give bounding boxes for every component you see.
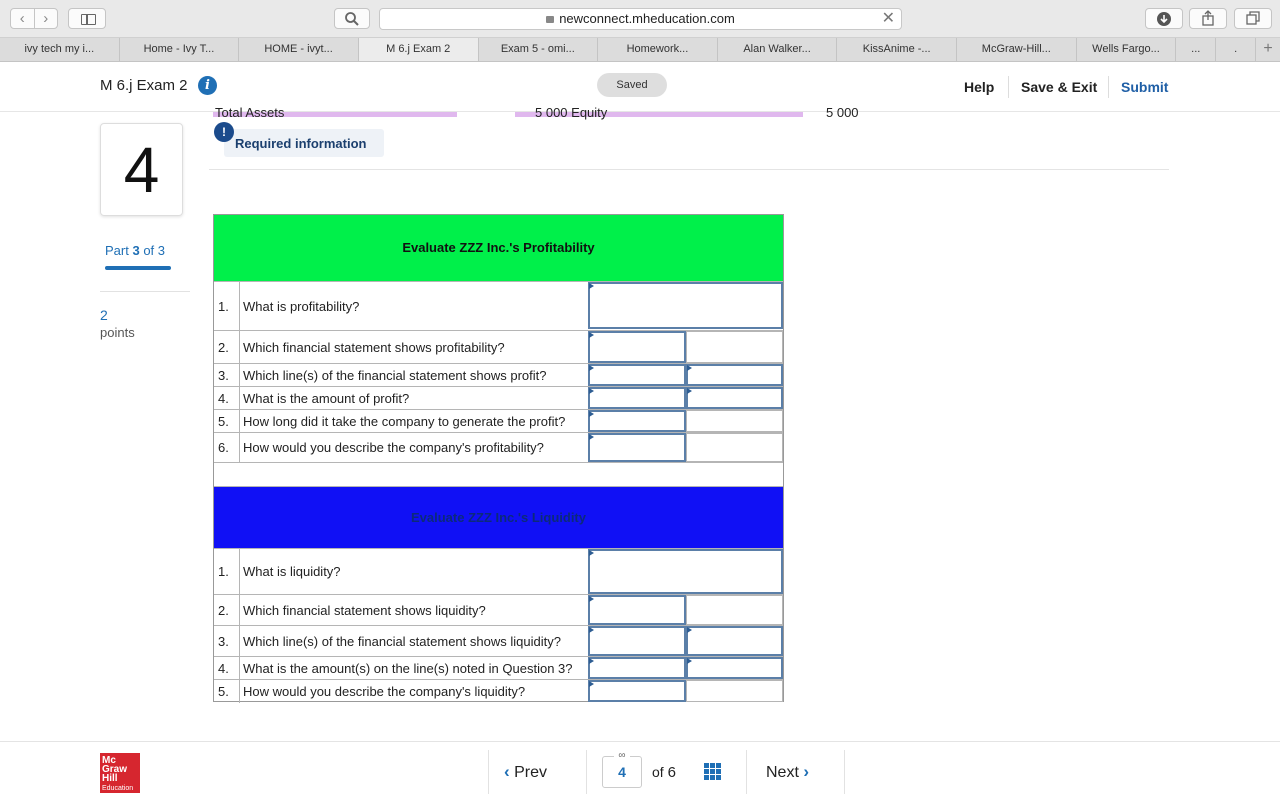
tab-bar (0, 38, 1280, 62)
question-grid-icon[interactable] (704, 763, 721, 780)
question-text: Which financial statement shows profitability? (243, 340, 505, 355)
question-text: How would you describe the company's profitability? (243, 440, 544, 455)
points-value: 2 (100, 307, 108, 323)
question-number: 3. (218, 368, 229, 383)
saved-status: Saved (597, 73, 667, 97)
logo-line: Mc (102, 755, 116, 766)
cut-text-amount: 5 000 (826, 105, 859, 120)
row-divider (239, 680, 240, 703)
logo-line: Graw (102, 764, 128, 775)
mcgraw-hill-logo (100, 753, 140, 793)
row-divider (239, 549, 240, 595)
evaluation-worksheet (213, 214, 784, 702)
prev-label: Prev (514, 764, 548, 781)
answer-cell (686, 433, 783, 462)
footer-divider (746, 750, 747, 794)
answer-dropdown[interactable] (686, 626, 783, 656)
footer-divider (488, 750, 489, 794)
tab-exam-2[interactable]: M 6.j Exam 2 (359, 38, 479, 61)
answer-dropdown[interactable] (588, 433, 686, 462)
row-divider (239, 595, 240, 626)
question-number: 5. (218, 684, 229, 699)
logo-line: Education (102, 785, 134, 792)
answer-input[interactable] (686, 657, 783, 679)
question-number: 3. (218, 634, 229, 649)
question-text: What is the amount(s) on the line(s) noted in Question 3? (243, 661, 573, 676)
footer-divider (586, 750, 587, 794)
prev-button[interactable] (504, 762, 547, 782)
row-divider (239, 433, 240, 463)
points-label: points (100, 325, 135, 340)
part-current: 3 (132, 243, 140, 258)
question-text: What is profitability? (243, 299, 360, 314)
exam-title: M 6.j Exam 2 (100, 77, 188, 94)
question-number: 4. (218, 391, 229, 406)
spacer-row (214, 462, 783, 486)
answer-input[interactable] (588, 282, 783, 329)
profitability-banner: Evaluate ZZZ Inc.'s Profitability (214, 215, 783, 281)
answer-cell (686, 680, 783, 702)
header-divider (1108, 76, 1109, 98)
question-text: What is liquidity? (243, 564, 341, 579)
next-button[interactable] (766, 762, 809, 782)
page-of-total (652, 764, 676, 781)
row-divider (239, 657, 240, 680)
question-text: Which line(s) of the financial statement shows liquidity? (243, 634, 561, 649)
required-information-tab[interactable] (224, 129, 384, 157)
tab-mcgraw-hill[interactable]: McGraw-Hill... (957, 38, 1077, 61)
answer-input[interactable] (686, 387, 783, 409)
info-icon[interactable]: i (198, 76, 217, 95)
part-prefix: Part (105, 243, 129, 258)
answer-dropdown[interactable] (686, 364, 783, 386)
tab-kissanime[interactable]: KissAnime -... (837, 38, 957, 61)
page-header (0, 62, 1280, 112)
tab-exam-5[interactable]: Exam 5 - omi... (479, 38, 599, 61)
forward-icon[interactable]: › (43, 10, 49, 27)
download-icon[interactable] (1145, 8, 1183, 29)
of-label: of (652, 764, 664, 780)
address-bar[interactable] (379, 8, 902, 30)
chevron-left-icon: ‹ (504, 762, 510, 781)
cut-text-equity: 5 000 Equity (535, 105, 608, 120)
row-divider (239, 387, 240, 410)
question-number-card: 4 (100, 123, 183, 216)
footer-divider (844, 750, 845, 794)
answer-input[interactable] (588, 657, 686, 679)
row-divider (239, 410, 240, 433)
question-text: How long did it take the company to generate the profit? (243, 414, 566, 429)
row-divider (239, 364, 240, 387)
chevron-right-icon: › (803, 762, 810, 781)
liquidity-banner: Evaluate ZZZ Inc.'s Liquidity (214, 486, 783, 548)
answer-dropdown[interactable] (588, 331, 686, 363)
tab-ivy-tech[interactable]: ivy tech my i... (0, 38, 120, 61)
answer-dropdown[interactable] (588, 626, 686, 656)
part-progress-bar (105, 266, 171, 270)
question-text: How would you describe the company's liquidity? (243, 684, 526, 699)
part-indicator (105, 243, 165, 258)
search-icon[interactable] (334, 8, 370, 29)
share-icon[interactable] (1189, 8, 1227, 29)
next-label: Next (766, 764, 799, 781)
tab-home-ivyt[interactable]: HOME - ivyt... (239, 38, 359, 61)
part-suffix: of 3 (143, 243, 166, 258)
url-text: newconnect.mheducation.com (559, 11, 735, 26)
question-number: 5. (218, 414, 229, 429)
header-divider (1008, 76, 1009, 98)
submit-link[interactable]: Submit (1121, 79, 1169, 95)
required-information-label: Required information (235, 136, 367, 151)
back-forward-buttons[interactable] (10, 8, 58, 29)
tab-wells-fargo[interactable]: Wells Fargo... (1077, 38, 1177, 61)
logo-line: Hill (102, 773, 118, 784)
cut-off-row (213, 105, 873, 120)
answer-cell (686, 595, 783, 625)
question-number: 4. (218, 661, 229, 676)
question-number: 6. (218, 440, 229, 455)
help-link[interactable]: Help (964, 79, 995, 95)
row-divider (239, 626, 240, 657)
new-tab-icon[interactable]: + (1263, 40, 1273, 57)
footer-nav (0, 741, 1280, 800)
link-icon: ∞ (614, 752, 630, 760)
answer-dropdown[interactable] (588, 410, 686, 432)
tab-home-ivy[interactable]: Home - Ivy T... (120, 38, 240, 61)
lock-icon (546, 16, 554, 23)
browser-toolbar (0, 0, 1280, 38)
question-text: Which financial statement shows liquidity? (243, 603, 486, 618)
answer-input[interactable] (588, 549, 783, 594)
answer-cell (686, 331, 783, 363)
answer-cell (686, 410, 783, 432)
page-number-input[interactable]: 4 (602, 756, 642, 788)
question-text: What is the amount of profit? (243, 391, 410, 406)
tab-overflow-2[interactable]: . (1216, 38, 1256, 61)
tab-homework[interactable]: Homework... (598, 38, 718, 61)
alert-icon: ! (214, 122, 234, 142)
answer-input[interactable] (588, 387, 686, 409)
back-icon[interactable]: ‹ (11, 9, 35, 28)
close-icon[interactable]: ✕ (881, 10, 895, 27)
left-divider (100, 291, 190, 292)
question-number: 2. (218, 603, 229, 618)
row-divider (239, 282, 240, 331)
section-divider (209, 169, 1169, 170)
row-divider (239, 331, 240, 364)
cut-text-total-assets: Total Assets (215, 105, 285, 120)
answer-dropdown[interactable] (588, 680, 686, 702)
question-number: 1. (218, 564, 229, 579)
question-text: Which line(s) of the financial statement shows profit? (243, 368, 547, 383)
tab-overflow-1[interactable]: ... (1176, 38, 1216, 61)
tab-alan-walker[interactable]: Alan Walker... (718, 38, 838, 61)
sidebar-toggle-icon[interactable] (68, 8, 106, 29)
answer-dropdown[interactable] (588, 595, 686, 625)
question-number: 2. (218, 340, 229, 355)
tabs-overview-icon[interactable] (1234, 8, 1272, 29)
save-exit-link[interactable]: Save & Exit (1021, 79, 1098, 95)
question-number: 1. (218, 299, 229, 314)
answer-dropdown[interactable] (588, 364, 686, 386)
total-pages: 6 (667, 764, 676, 781)
